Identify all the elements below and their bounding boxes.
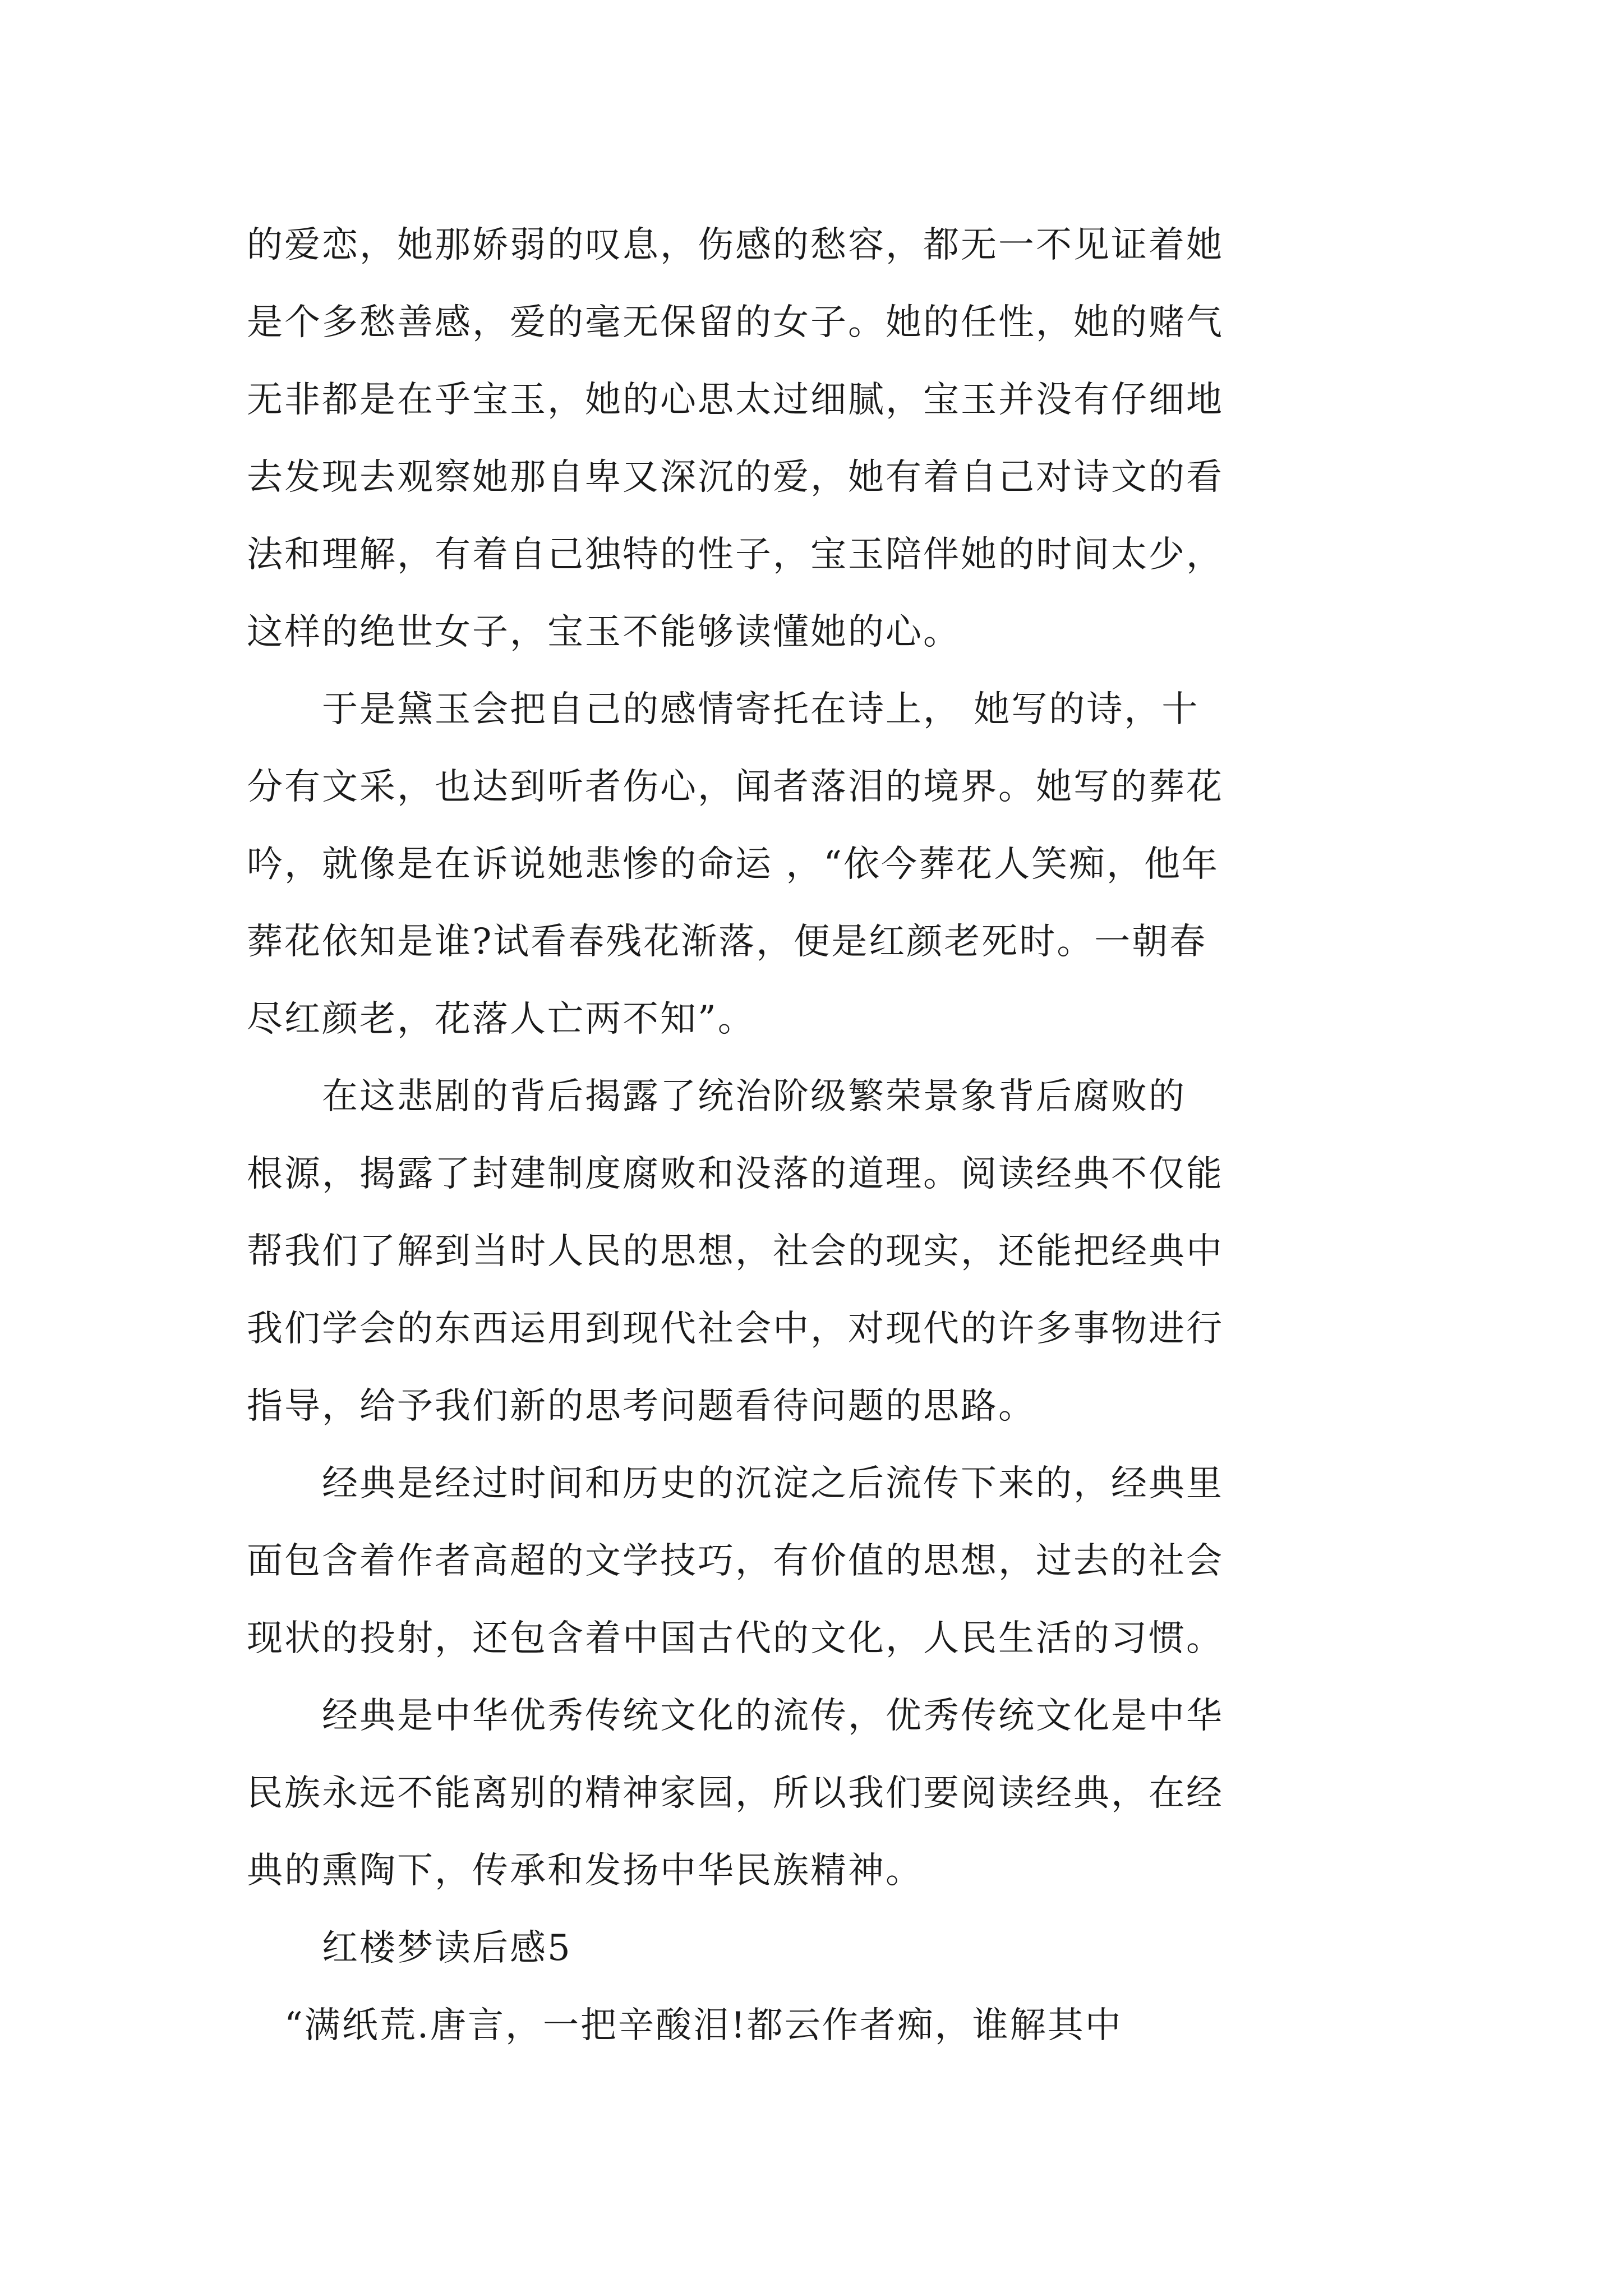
text-line-11: 尽红颜老，花落人亡两不知”。	[247, 999, 755, 1040]
section-heading: 红楼梦读后感5	[247, 1927, 572, 1969]
text-line-6: 这样的绝世女子，宝玉不能够读懂她的心。	[247, 611, 961, 653]
text-line-12: 在这悲剧的背后揭露了统治阶级繁荣景象背后腐败的	[247, 1076, 1186, 1117]
text-line-3: 无非都是在乎宝玉，她的心思太过细腻，宝玉并没有仔细地	[247, 379, 1224, 421]
text-line-1: 的爱恋，她那娇弱的叹息，伤感的愁容，都无一不见证着她	[247, 224, 1224, 266]
text-line-16: 指导，给予我们新的思考问题看待问题的思路。	[247, 1386, 1036, 1427]
text-line-21: 民族永远不能离别的精神家园，所以我们要阅读经典，在经	[247, 1773, 1224, 1814]
text-line-20: 经典是中华优秀传统文化的流传，优秀传统文化是中华	[247, 1695, 1224, 1737]
text-line-10: 葬花依知是谁?试看春残花渐落，便是红颜老死时。一朝春	[247, 921, 1207, 963]
text-line-22: 典的熏陶下，传承和发扬中华民族精神。	[247, 1850, 923, 1892]
text-line-7: 于是黛玉会把自己的感情寄托在诗上， 她写的诗，十	[247, 689, 1200, 730]
text-line-5: 法和理解，有着自己独特的性子，宝玉陪伴她的时间太少，	[247, 534, 1224, 576]
text-line-15: 我们学会的东西运用到现代社会中，对现代的许多事物进行	[247, 1308, 1224, 1350]
text-line-18: 面包含着作者高超的文学技巧，有价值的思想，过去的社会	[247, 1540, 1224, 1582]
text-line-9: 吟，就像是在诉说她悲惨的命运 ，“依今葬花人笑痴，他年	[247, 844, 1220, 885]
text-line-13: 根源，揭露了封建制度腐败和没落的道理。阅读经典不仅能	[247, 1153, 1224, 1195]
text-line-14: 帮我们了解到当时人民的思想，社会的现实，还能把经典中	[247, 1231, 1224, 1272]
text-line-4: 去发现去观察她那自卑又深沉的爱，她有着自己对诗文的看	[247, 457, 1224, 498]
text-line-8: 分有文采，也达到听者伤心，闻者落泪的境界。她写的葬花	[247, 766, 1224, 808]
text-line-2: 是个多愁善感，爱的毫无保留的女子。她的任性，她的赌气	[247, 302, 1224, 343]
text-line-19: 现状的投射，还包含着中国古代的文化，人民生活的习惯。	[247, 1618, 1224, 1659]
text-line-24: “满纸荒.唐言，一把辛酸泪!都云作者痴，谁解其中	[247, 2005, 1123, 2046]
text-line-17: 经典是经过时间和历史的沉淀之后流传下来的，经典里	[247, 1463, 1224, 1504]
